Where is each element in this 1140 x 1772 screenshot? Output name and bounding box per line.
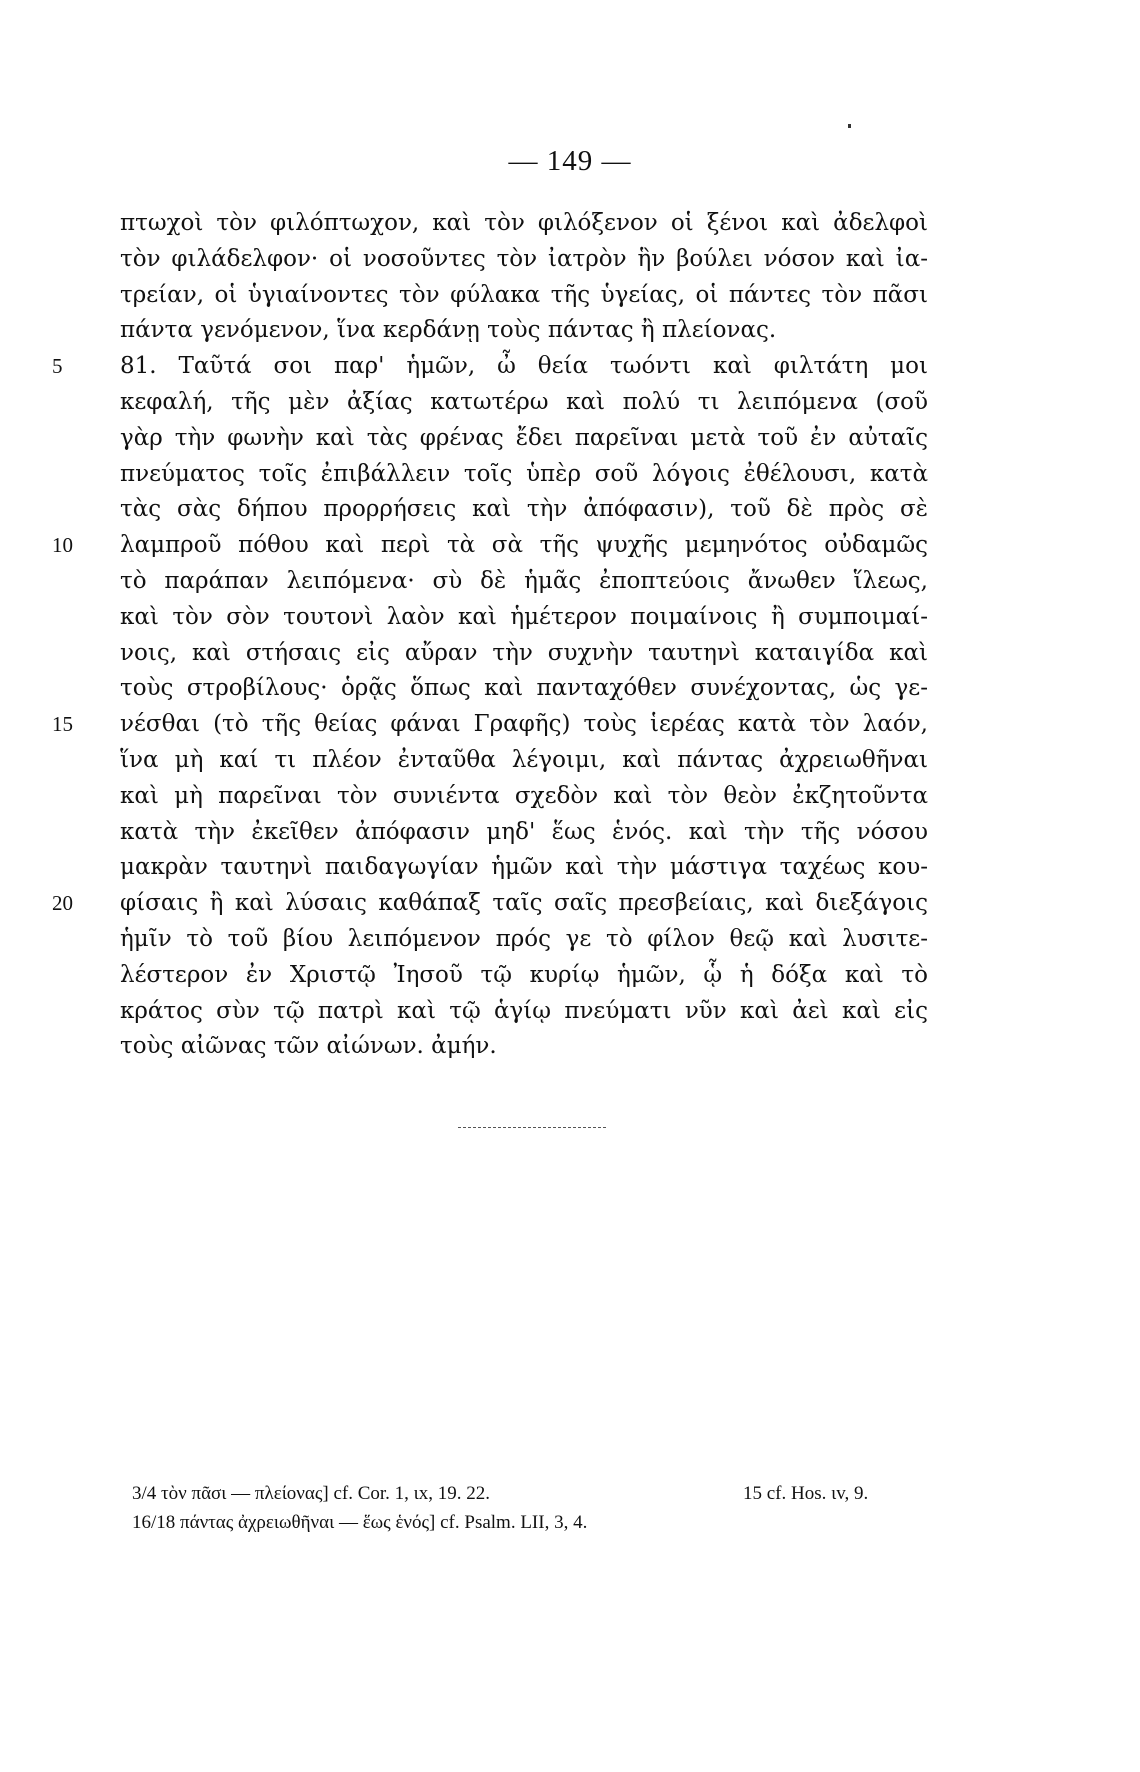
line-text: τοὺς στροβίλους· ὁρᾷς ὅπως καὶ πανταχόθεν συνέχοντας, ὡς γε- [120, 675, 928, 702]
line-text: τὸ παράπαν λειπόμενα· σὺ δὲ ἡμᾶς ἐποπτεύοις ἄνωθεν ἵλεως, [120, 567, 928, 594]
text-line [120, 850, 928, 886]
line-text: νέσθαι (τὸ τῆς θείας φάναι Γραφῆς) τοὺς ἱερέας κατὰ τὸν λαόν, [120, 711, 928, 738]
text-line [120, 457, 928, 493]
text-line [52, 886, 928, 922]
line-text: μακρὰν ταυτηνὶ παιδαγωγίαν ἡμῶν καὶ τὴν μάστιγα ταχέως κου- [120, 854, 928, 881]
line-text: 81. Ταῦτά σοι παρ' ἡμῶν, ὦ θεία τωόντι καὶ φιλτάτη μοι [120, 353, 928, 380]
line-text: φίσαις ἢ καὶ λύσαις καθάπαξ ταῖς σαῖς πρεσβείαις, καὶ διεξάγοις [120, 890, 928, 917]
text-line [52, 349, 928, 385]
line-text: τρείαν, οἱ ὑγιαίνοντες τὸν φύλακα τῆς ὑγείας, οἱ πάντες τὸν πᾶσι [120, 281, 928, 308]
text-line [120, 600, 928, 636]
text-line [120, 313, 928, 349]
text-line [120, 636, 928, 672]
text-line [120, 206, 928, 242]
text-line [120, 564, 928, 600]
line-text: πνεύματος τοῖς ἐπιβάλλειν τοῖς ὑπὲρ σοῦ λόγοις ἐθέλουσι, κατὰ [120, 460, 928, 487]
line-text: καὶ μὴ παρεῖναι τὸν συνιέντα σχεδὸν καὶ τὸν θεὸν ἐκζητοῦντα [120, 782, 928, 809]
text-line [120, 492, 928, 528]
line-text: κατὰ τὴν ἐκεῖθεν ἀπόφασιν μηδ' ἕως ἑνός. καὶ τὴν τῆς νόσου [120, 818, 928, 845]
text-line [52, 707, 928, 743]
apparatus-entry-1: 3/4 τὸν πᾶσι — πλείονας] cf. Cor. 1, ιx, 19. 22. [132, 1483, 491, 1504]
text-line [120, 743, 928, 779]
text-line [120, 958, 928, 994]
main-text [52, 206, 928, 1065]
text-line [120, 1029, 928, 1065]
line-text: ἡμῖν τὸ τοῦ βίου λειπόμενον πρός γε τὸ φίλον θεῷ καὶ λυσιτε- [120, 925, 928, 952]
text-line [120, 779, 928, 815]
line-text: τοὺς αἰῶνας τῶν αἰώνων. ἀμήν. [120, 1033, 497, 1060]
line-text: πάντα γενόμενον, ἵνα κερδάνῃ τοὺς πάντας ἢ πλείονας. [120, 317, 777, 344]
line-number: 10 [52, 533, 73, 558]
apparatus-line-1 [132, 1479, 940, 1508]
line-text: πτωχοὶ τὸν φιλόπτωχον, καὶ τὸν φιλόξενον οἱ ξένοι καὶ ἀδελφοὶ [120, 210, 928, 236]
apparatus-entry-2: 15 cf. Hos. ιv, 9. [743, 1483, 869, 1504]
line-text: ἵνα μὴ καί τι πλέον ἐνταῦθα λέγοιμι, καὶ πάντας ἀχρειωθῆναι [120, 746, 928, 773]
line-text: λέστερον ἐν Χριστῷ Ἰησοῦ τῷ κυρίῳ ἡμῶν, ᾧ ἡ δόξα καὶ τὸ [120, 961, 928, 988]
text-line [120, 922, 928, 958]
text-line [120, 421, 928, 457]
text-line [52, 528, 928, 564]
line-text: λαμπροῦ πόθου καὶ περὶ τὰ σὰ τῆς ψυχῆς μεμηνότος οὐδαμῶς [120, 532, 928, 559]
line-text: κεφαλή, τῆς μὲν ἀξίας κατωτέρω καὶ πολύ τι λειπόμενα (σοῦ [120, 388, 928, 415]
apparatus-line-2 [132, 1508, 940, 1537]
apparatus-entry-3: 16/18 πάντας ἀχρειωθῆναι — ἕως ἑνός] cf. Psalm. LII, 3, 4. [132, 1512, 588, 1533]
page-number: — 149 — [508, 145, 632, 177]
line-text: τὰς σὰς δήπου προρρήσεις καὶ τὴν ἀπόφασιν), τοῦ δὲ πρὸς σὲ [120, 496, 928, 523]
line-text: γὰρ τὴν φωνὴν καὶ τὰς φρένας ἔδει παρεῖναι μετὰ τοῦ ἐν αὐταῖς [120, 424, 928, 451]
line-number: 15 [52, 712, 73, 737]
text-line [120, 278, 928, 314]
text-line [120, 815, 928, 851]
critical-apparatus [132, 1479, 940, 1537]
text-line [120, 671, 928, 707]
footnote-separator [458, 1127, 606, 1128]
line-text: νοις, καὶ στήσαις εἰς αὔραν τὴν συχνὴν ταυτηνὶ καταιγίδα καὶ [120, 639, 928, 666]
text-line [120, 385, 928, 421]
line-text: τὸν φιλάδελφον· οἱ νοσοῦντες τὸν ἰατρὸν ἣν βούλει νόσον καὶ ἰα- [120, 245, 928, 272]
line-text: κράτος σὺν τῷ πατρὶ καὶ τῷ ἁγίῳ πνεύματι νῦν καὶ ἀεὶ καὶ εἰς [120, 997, 928, 1024]
text-line [120, 994, 928, 1030]
print-speck [848, 124, 851, 128]
line-text: καὶ τὸν σὸν τουτονὶ λαὸν καὶ ἡμέτερον ποιμαίνοις ἢ συμποιμαί- [120, 603, 928, 630]
line-number: 20 [52, 891, 73, 916]
text-line [120, 242, 928, 278]
line-number: 5 [52, 354, 63, 379]
